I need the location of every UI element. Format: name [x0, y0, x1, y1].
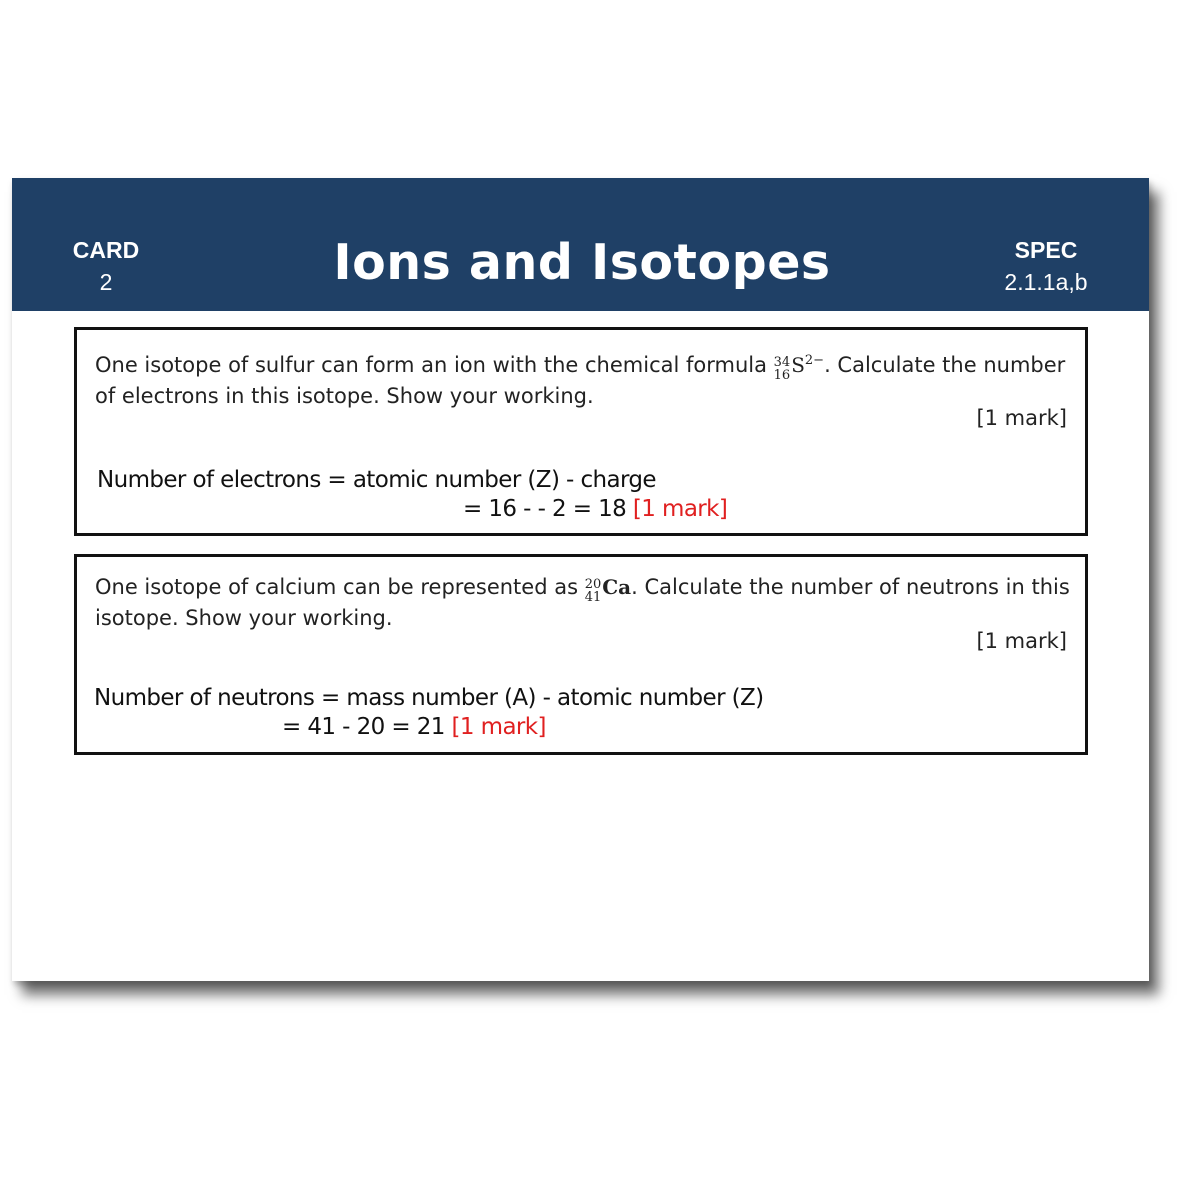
calcium-mass-number: 20 — [584, 577, 602, 592]
isotope-notation-calcium — [585, 578, 602, 604]
question-text-1 — [95, 346, 1070, 411]
answer-2-line-2 — [282, 713, 546, 742]
sulfur-atomic-number: 16 — [773, 368, 791, 383]
answer-1-working: = 16 - - 2 = 18 — [463, 496, 633, 522]
question-box-1 — [74, 327, 1088, 536]
card-header — [12, 178, 1149, 311]
answer-1-line-1: Number of electrons = atomic number (Z) - charge — [97, 467, 656, 493]
card-title: Ions and Isotopes — [333, 234, 831, 291]
answer-1-mark: [1 mark] — [632, 496, 728, 522]
calcium-atomic-number: 41 — [584, 590, 602, 605]
sulfur-charge: 2− — [804, 353, 825, 368]
question-text-2 — [95, 573, 1070, 633]
calcium-symbol: Ca — [602, 575, 632, 599]
answer-2-working: = 41 - 20 = 21 — [282, 714, 452, 740]
question-1-text-after: . Calculate the number of electrons in this isotope. Show your working. — [95, 353, 1066, 408]
question-1-marks: [1 mark] — [976, 406, 1067, 430]
answer-1-line-2 — [463, 495, 727, 524]
spec-block — [986, 234, 1106, 298]
sulfur-mass-number: 34 — [773, 355, 791, 370]
spec-value: 2.1.1a,b — [1004, 269, 1088, 295]
answer-2-line-1: Number of neutrons = mass number (A) - atomic number (Z) — [94, 685, 764, 711]
question-2-text-before: One isotope of calcium can be represented as — [95, 575, 585, 599]
answer-2-mark: [1 mark] — [451, 714, 546, 740]
question-2-text-after: . Calculate the number of neutrons in this isotope. Show your working. — [95, 575, 1070, 630]
card-number-block — [52, 234, 160, 298]
question-2-marks: [1 mark] — [976, 629, 1067, 653]
card-number: 2 — [99, 269, 113, 295]
card-label: CARD — [72, 237, 140, 263]
sulfur-symbol: S — [791, 353, 805, 377]
spec-label: SPEC — [1014, 237, 1078, 263]
isotope-notation-sulfur — [774, 356, 791, 382]
question-1-text-before: One isotope of sulfur can form an ion with the chemical formula — [95, 353, 774, 377]
flashcard — [12, 178, 1149, 981]
question-box-2 — [74, 554, 1088, 755]
